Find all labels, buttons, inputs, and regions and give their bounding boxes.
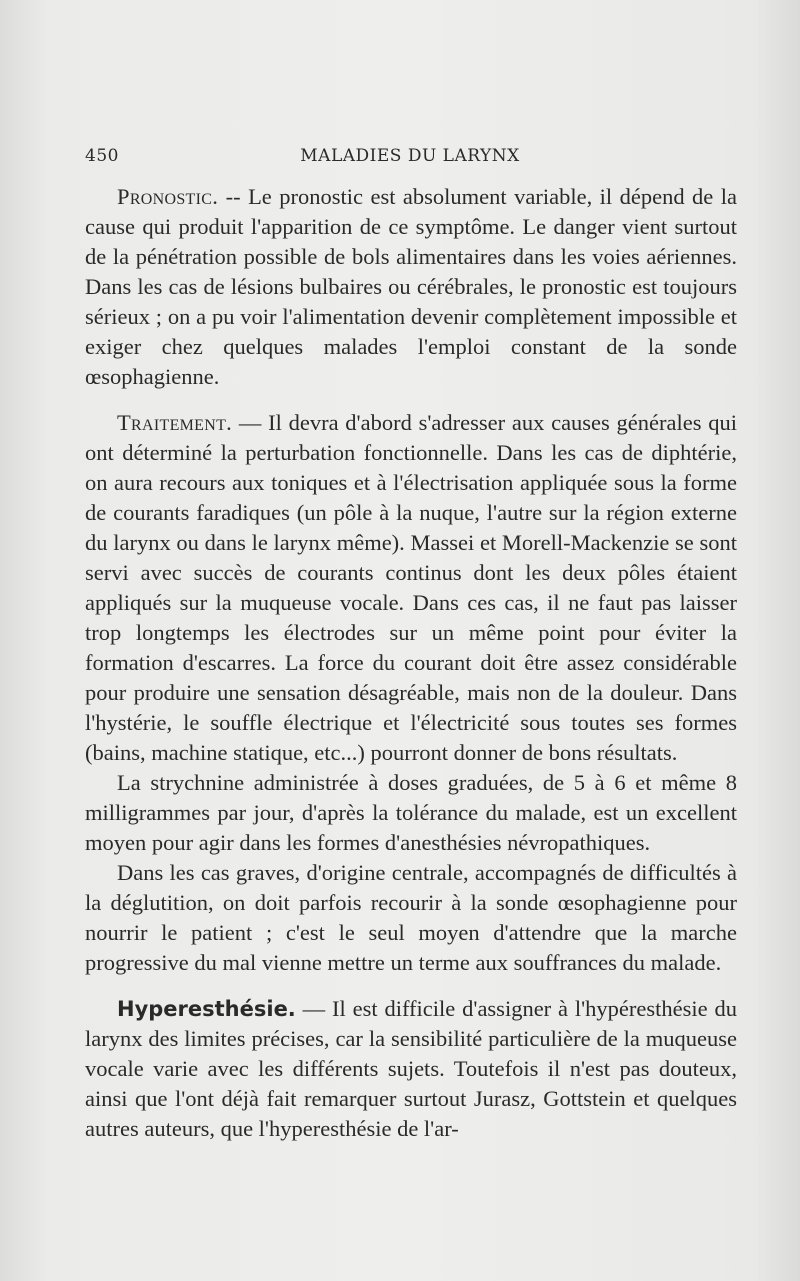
paragraph-pronostic — [85, 182, 737, 392]
paragraph-traitement — [85, 408, 737, 768]
paragraph-strychnine: La strychnine administrée à doses graduées, de 5 à 6 et même 8 milligrammes par jour, d'après la tolérance du malade, est un excellent moyen pour agir dans les formes d'anesthésies névropathiques. — [85, 770, 737, 855]
page-number: 450 — [85, 146, 119, 166]
page-header — [85, 146, 735, 174]
running-title: MALADIES DU LARYNX — [300, 146, 520, 166]
page-body — [85, 182, 737, 1144]
paragraph-pronostic-text: -- Le pronostic est absolument variable, il dépend de la cause qui produit l'apparition de ce symptôme. Le danger vient surtout de la pénétration possible de bols alimentaires dans les voies aériennes. Dans les cas de lésions bulbaires ou cérébrales, le pronostic est toujours sérieux ; on a pu voir l'alimentation devenir complètement impossible et exiger chez quelques malades l'emploi constant de la sonde œsophagienne. — [85, 184, 737, 389]
section-heading-traitement: Traitement. — [117, 410, 233, 435]
paragraph-cas-graves: Dans les cas graves, d'origine centrale, accompagnés de difficultés à la déglutition, on doit parfois recourir à la sonde œsophagienne pour nourrir le patient ; c'est le seul moyen d'attendre que la marche progressive du mal vienne mettre un terme aux souffrances du malade. — [85, 860, 737, 975]
paragraph-hyperesthesie-text: — Il est difficile d'assigner à l'hypéresthésie du larynx des limites précises, car la sensibilité particulière de la muqueuse vocale varie avec les différents sujets. Toutefois il n'est pas douteux, ainsi que l'ont déjà fait remarquer surtout Jurasz, Gottstein et quelques autres auteurs, que l'hyperesthésie de l'ar- — [85, 996, 737, 1141]
paragraph-hyperesthesie — [85, 994, 737, 1144]
section-heading-pronostic: Pronostic. — [117, 184, 219, 209]
paragraph-traitement-text: — Il devra d'abord s'adresser aux causes générales qui ont déterminé la perturbation fonctionnelle. Dans les cas de diphtérie, on aura recours aux toniques et à l'électrisation appliquée sous la forme de courants faradiques (un pôle à la nuque, l'autre sur la région externe du larynx ou dans le larynx même). Massei et Morell-Mackenzie se sont servi avec succès de courants continus dont les deux pôles étaient appliqués sur la muqueuse vocale. Dans ces cas, il ne faut pas laisser trop longtemps les électrodes sur un même point pour éviter la formation d'escarres. La force du courant doit être assez considérable pour produire une sensation désagréable, mais non de la douleur. Dans l'hystérie, le souffle électrique et l'électricité sous toutes ses formes (bains, machine statique, etc...) pourront donner de bons résultats. — [85, 410, 737, 765]
section-heading-hyperesthesie: Hyperesthésie. — [117, 997, 296, 1021]
